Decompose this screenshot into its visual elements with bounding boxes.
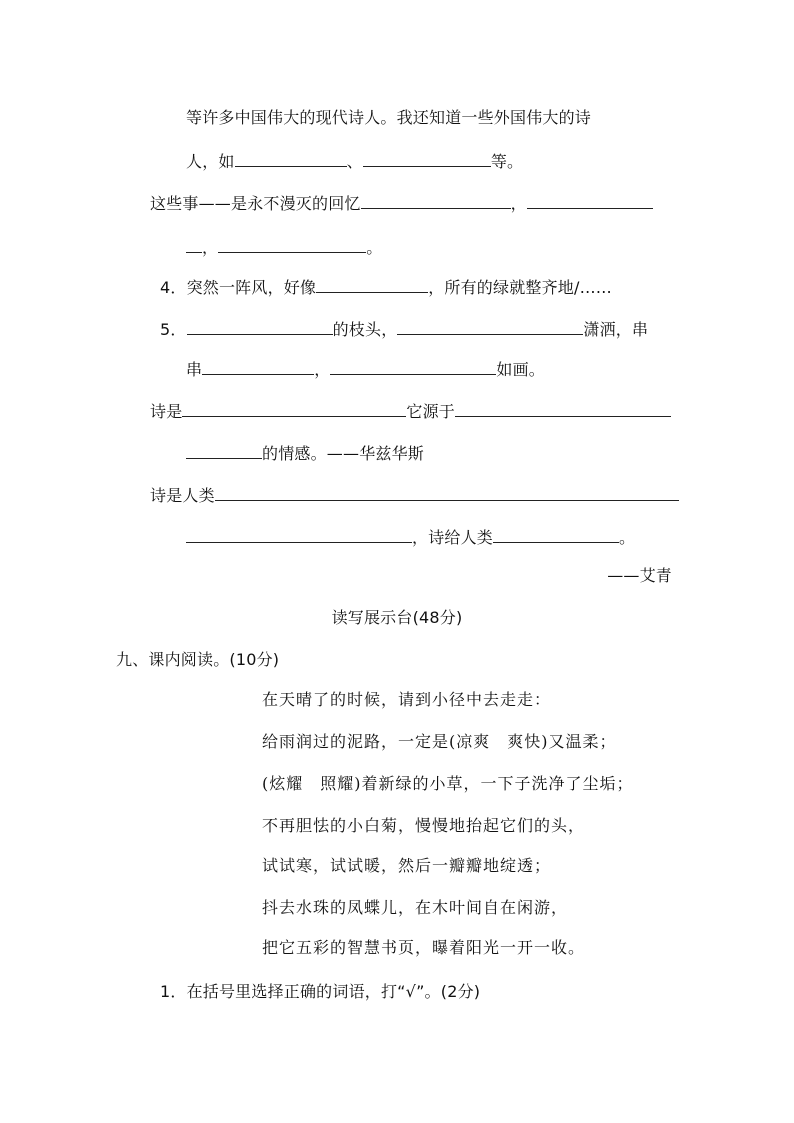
text: 等。 [490,152,524,171]
section-title [0,608,794,628]
line-5 [160,276,612,298]
line-3 [150,192,653,214]
answer-blank[interactable] [363,150,491,167]
line-11 [186,526,635,548]
text: 1．在括号里选择正确的词语，打“√”。(2分) [160,982,481,1001]
text: 人，如 [186,152,235,171]
answer-blank[interactable] [361,192,511,209]
poem-line [262,690,551,710]
text: 把它五彩的智慧书页，曝着阳光一开一收。 [262,938,586,957]
answer-blank[interactable] [187,318,333,335]
text: ， [314,360,331,379]
text: 试试寒，试试暖，然后一瓣瓣地绽透； [262,856,552,875]
answer-blank[interactable] [493,526,619,543]
text: 的情感。——华兹华斯 [262,444,425,463]
text: 4．突然一阵风，好像 [160,278,317,297]
text: 串 [186,360,203,379]
sub-question-1 [160,982,480,1002]
text: 等许多中国伟大的现代诗人。我还知道一些外国伟大的诗 [186,108,592,127]
answer-blank[interactable] [218,236,366,253]
text: 抖去水珠的凤蝶儿，在木叶间自在闲游， [262,898,569,917]
answer-blank[interactable] [527,192,653,209]
attribution-aiqing [607,566,672,586]
text: 读写展示台(48分) [331,608,463,627]
poem-line [262,938,585,958]
text: ，所有的绿就整齐地/…… [428,278,612,297]
text: 。 [366,238,383,257]
text: 如画。 [496,360,546,379]
text: 5． [160,320,187,339]
line-6 [160,318,648,340]
text: 的枝头， [332,320,398,339]
answer-blank[interactable] [186,442,262,459]
line-2 [186,150,523,172]
text: 不再胆怯的小白菊，慢慢地抬起它们的头， [262,816,586,835]
answer-blank[interactable] [397,318,583,335]
text: 诗是人类 [150,486,215,505]
line-1 [186,108,591,128]
answer-blank[interactable] [215,484,679,501]
text: ， [510,194,527,213]
answer-blank[interactable] [186,526,412,543]
text: 。 [619,528,636,547]
text: 九、课内阅读。(10分) [116,650,280,669]
answer-blank[interactable] [186,236,202,253]
poem-line [262,774,634,794]
line-10 [150,484,679,506]
answer-blank[interactable] [202,358,314,375]
poem-line [262,898,568,918]
text: 这些事——是永不漫灭的回忆 [150,194,361,213]
text: 在天晴了的时候，请到小径中去走走： [262,690,552,709]
text: ——艾青 [607,566,672,585]
text: (炫耀 照耀)着新绿的小草，一下子洗净了尘垢； [262,774,634,793]
answer-blank[interactable] [330,358,496,375]
answer-blank[interactable] [235,150,347,167]
answer-blank[interactable] [455,400,671,417]
line-4 [186,236,382,258]
answer-blank[interactable] [316,276,428,293]
answer-blank[interactable] [182,400,406,417]
line-8 [150,400,671,422]
poem-line [262,856,551,876]
text: ，诗给人类 [412,528,494,547]
line-9 [186,442,424,464]
text: 诗是 [150,402,183,421]
poem-line [262,816,585,836]
text: ， [202,238,219,257]
poem-line [262,732,617,752]
text: 给雨润过的泥路，一定是(凉爽 爽快)又温柔； [262,732,617,751]
line-7 [186,358,545,380]
question-nine [116,650,279,670]
text: 它源于 [406,402,456,421]
text: 、 [346,152,363,171]
text: 潇洒，串 [583,320,649,339]
